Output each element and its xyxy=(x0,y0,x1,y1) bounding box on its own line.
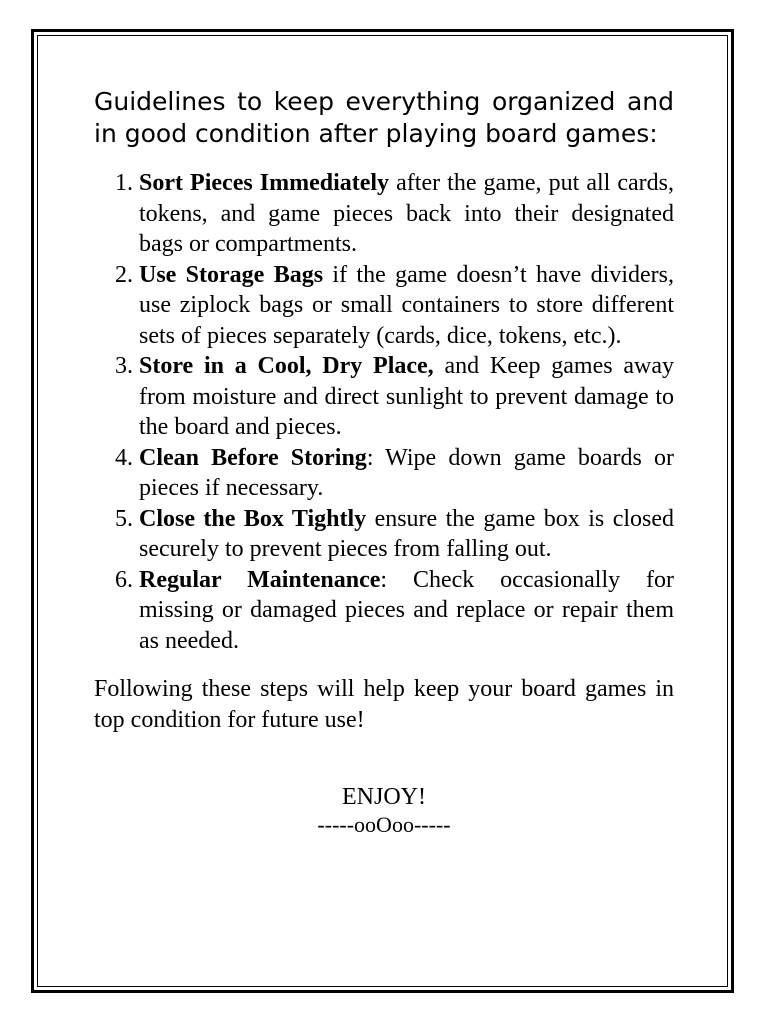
list-item-heading: Clean Before Storing xyxy=(139,444,367,471)
list-item-text: : Check occasionally for missing or damaged pieces and replace or repair them as needed. xyxy=(139,566,674,654)
list-item-number: 4. xyxy=(115,444,133,471)
intro-paragraph: Guidelines to keep everything organized and in good condition after playing board games: xyxy=(94,87,674,148)
guidelines-list xyxy=(94,168,674,656)
list-item-heading: Regular Maintenance xyxy=(139,566,381,593)
list-item-number: 6. xyxy=(115,566,133,593)
list-item xyxy=(94,260,674,352)
list-item xyxy=(94,351,674,443)
list-item xyxy=(94,443,674,504)
list-item-heading: Use Storage Bags xyxy=(139,261,324,288)
enjoy-heading: ENJOY! xyxy=(342,784,426,810)
list-item-text: if the game doesn’t have dividers, use ziplock bags or small containers to store different sets of pieces separately (cards, dice, tokens, etc.). xyxy=(139,261,674,349)
list-item-text: : Wipe down game boards or pieces if necessary. xyxy=(139,444,675,501)
ornament-divider: -----ooOoo----- xyxy=(317,812,451,837)
list-item-heading: Close the Box Tightly xyxy=(139,505,367,532)
list-item-text: after the game, put all cards, tokens, and game pieces back into their designated bags or compartments. xyxy=(139,170,675,257)
closing-paragraph: Following these steps will help keep your board games in top condition for future use! xyxy=(94,676,674,733)
list-item-number: 3. xyxy=(115,353,133,379)
list-item-text: ensure the game box is closed securely to prevent pieces from falling out. xyxy=(139,505,674,562)
list-item-number: 5. xyxy=(115,505,133,532)
document-body xyxy=(94,86,674,838)
list-item xyxy=(94,565,674,657)
list-item-heading: Store in a Cool, Dry Place, xyxy=(139,353,434,379)
list-item xyxy=(94,168,674,260)
list-item-text: and Keep games away from moisture and direct sunlight to prevent damage to the board and pieces. xyxy=(139,353,674,440)
list-item-heading: Sort Pieces Immediately xyxy=(139,170,390,196)
list-item-number: 1. xyxy=(115,170,133,196)
list-item-number: 2. xyxy=(115,261,133,288)
list-item xyxy=(94,504,674,565)
